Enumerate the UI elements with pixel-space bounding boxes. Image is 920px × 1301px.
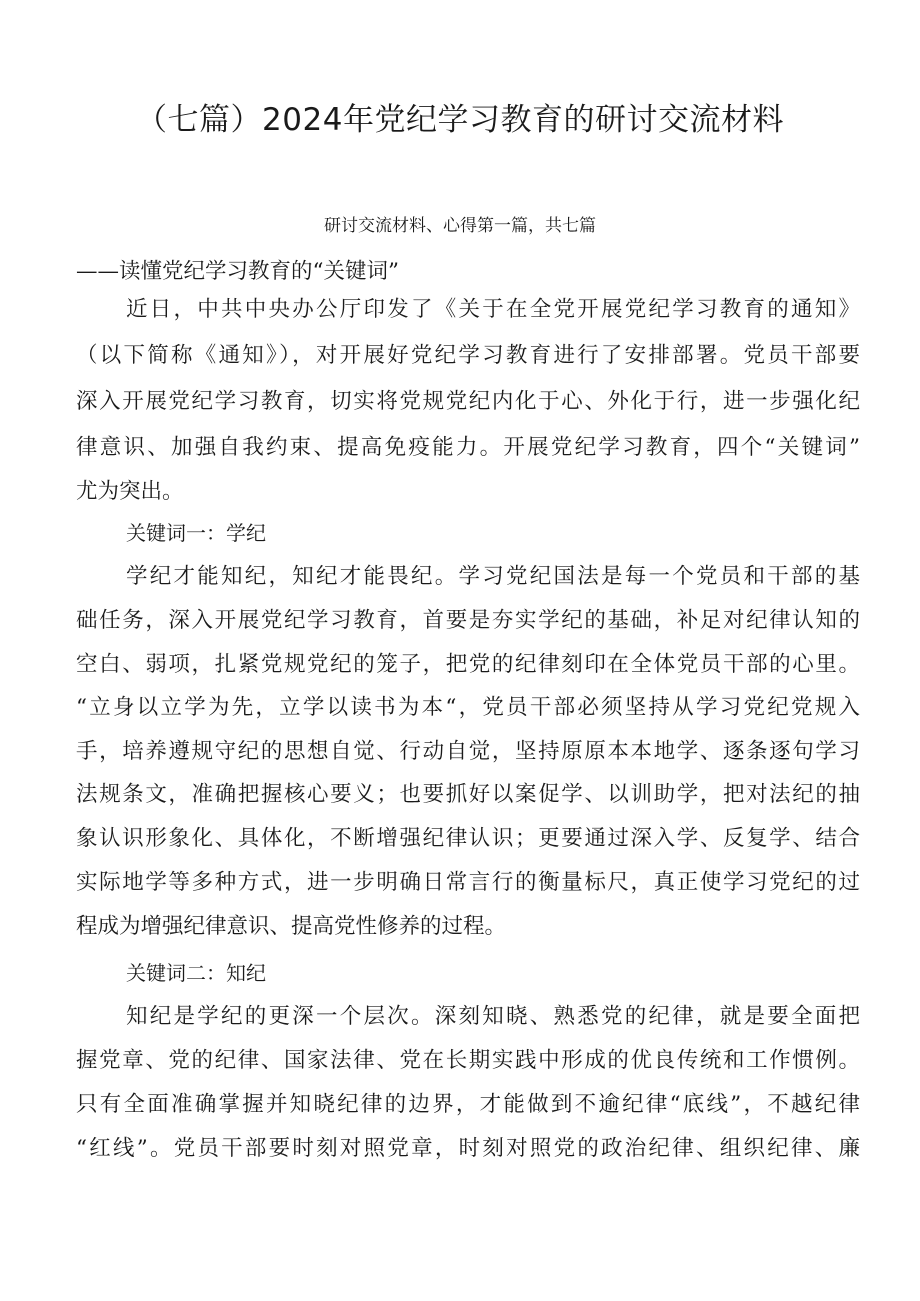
paragraph-line: 律意识、加强自我约束、提高免疫能力。开展党纪学习教育，四个“关键词” [76, 435, 860, 460]
paragraph-line: 实际地学等多种方式，进一步明确日常言行的衡量标尺，真正使学习党纪的过 [76, 870, 860, 895]
paragraph-line: 深入开展党纪学习教育，切实将党规党纪内化于心、外化于行，进一步强化纪 [76, 389, 860, 414]
paragraph-line: 知纪是学纪的更深一个层次。深刻知晓、熟悉党的纪律，就是要全面把 [126, 1004, 860, 1029]
paragraph-line: （以下简称《通知》），对开展好党纪学习教育进行了安排部署。党员干部要 [76, 343, 860, 368]
paragraph-line: 空白、弱项，扎紧党规党纪的笼子，把党的纪律刻印在全体党员干部的心里。 [76, 652, 860, 677]
document-subtitle: 研讨交流材料、心得第一篇，共七篇 [324, 216, 596, 236]
paragraph-line: 象认识形象化、具体化，不断增强纪律认识；更要通过深入学、反复学、结合 [76, 826, 860, 851]
paragraph-line: 只有全面准确掌握并知晓纪律的边界，才能做到不逾纪律“底线”，不越纪律 [76, 1092, 860, 1117]
section-heading-1: 关键词一：学纪 [126, 521, 266, 545]
paragraph-line: 法规条文，准确把握核心要义；也要抓好以案促学、以训助学，把对法纪的抽 [76, 782, 860, 807]
paragraph-line: 程成为增强纪律意识、提高党性修养的过程。 [76, 914, 507, 939]
paragraph-line: 础任务，深入开展党纪学习教育，首要是夯实学纪的基础，补足对纪律认知的 [76, 608, 860, 633]
paragraph-line: 近日，中共中央办公厅印发了《关于在全党开展党纪学习教育的通知》 [126, 297, 860, 322]
paragraph-line: 学纪才能知纪，知纪才能畏纪。学习党纪国法是每一个党员和干部的基 [126, 564, 860, 589]
paragraph-line: 手，培养遵规守纪的思想自觉、行动自觉，坚持原原本本地学、逐条逐句学习 [76, 739, 860, 764]
paragraph-line: 尤为突出。 [76, 479, 184, 504]
paragraph-line: “红线”。党员干部要时刻对照党章，时刻对照党的政治纪律、组织纪律、廉 [76, 1136, 860, 1161]
document-title: （七篇）2024年党纪学习教育的研讨交流材料 [136, 102, 784, 138]
section-heading-2: 关键词二：知纪 [126, 961, 266, 985]
paragraph-line: “立身以立学为先，立学以读书为本“，党员干部必须坚持从学习党纪党规入 [76, 695, 860, 720]
subheading: ——读懂党纪学习教育的“关键词” [76, 259, 399, 284]
paragraph-line: 握党章、党的纪律、国家法律、党在长期实践中形成的优良传统和工作惯例。 [76, 1048, 860, 1073]
